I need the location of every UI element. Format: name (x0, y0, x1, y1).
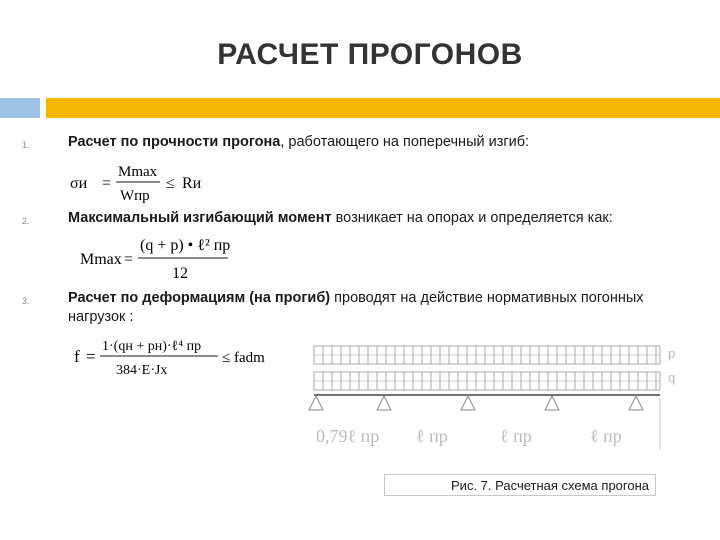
supports (309, 396, 643, 410)
item-bold-3: Расчет по деформациям (на прогиб) (68, 290, 331, 306)
support-triangle (461, 396, 475, 410)
support-triangle (377, 396, 391, 410)
item-text-3 (68, 289, 668, 327)
formula2-numerator: (q + p) • ℓ² пр (140, 237, 231, 254)
formula1-sigma: σи (70, 175, 88, 192)
load-row-q (314, 372, 660, 390)
formula1-denominator: Wпр (120, 188, 150, 204)
formula1-eq: = (102, 175, 112, 192)
formula1-r: Rи (182, 175, 202, 192)
span-label-3: ℓ пр (500, 426, 532, 446)
formula1-le: ≤ (166, 175, 175, 192)
item-rest-2: возникает на опорах и определяется как: (331, 210, 613, 226)
item-text-1 (68, 133, 688, 152)
item-rest-3: проводят на действие нормативных погонных нагрузок : (68, 290, 644, 325)
item-bold-2: Максимальный изгибающий момент (68, 210, 332, 226)
figure-caption: Рис. 7. Расчетная схема прогона (384, 474, 656, 496)
accent-bar-blue (0, 98, 40, 118)
load-label-q: q (668, 370, 676, 385)
support-triangle (309, 396, 323, 410)
formula3-lhs: f (74, 347, 80, 366)
span-label-1: 0,79ℓ пр (316, 426, 380, 446)
item-rest-1: , работающего на поперечный изгиб: (280, 134, 530, 150)
formula3-eq: = (86, 347, 96, 366)
purlin-scheme (308, 342, 692, 460)
formula2-lhs: Mmax (80, 251, 122, 268)
formula3-denominator: 384·E·Jх (116, 363, 168, 378)
item-bold-1: Расчет по прочности прогона (68, 134, 281, 150)
load-label-p: р (668, 346, 676, 361)
accent-bar-gold (46, 98, 720, 118)
support-triangle (545, 396, 559, 410)
item-text-2 (68, 209, 698, 228)
formula3-le: ≤ fadm (222, 350, 265, 366)
strength-formula (68, 158, 228, 206)
formula1-numerator: Mmax (118, 164, 158, 180)
item-number-3: 3. (22, 296, 30, 306)
formula2-eq: = (124, 251, 134, 268)
formula2-denominator: 12 (172, 265, 188, 282)
span-label-4: ℓ пр (590, 426, 622, 446)
span-label-2: ℓ пр (416, 426, 448, 446)
load-row-p (314, 346, 660, 364)
item-number-1: 1. (22, 140, 30, 150)
slide-title: РАСЧЕТ ПРОГОНОВ (217, 38, 523, 71)
item-number-2: 2. (22, 216, 30, 226)
moment-formula (78, 232, 248, 284)
deflection-formula (72, 334, 308, 386)
support-triangle (629, 396, 643, 410)
formula3-numerator: 1·(qн + pн)·ℓ⁴ пр (102, 339, 202, 354)
